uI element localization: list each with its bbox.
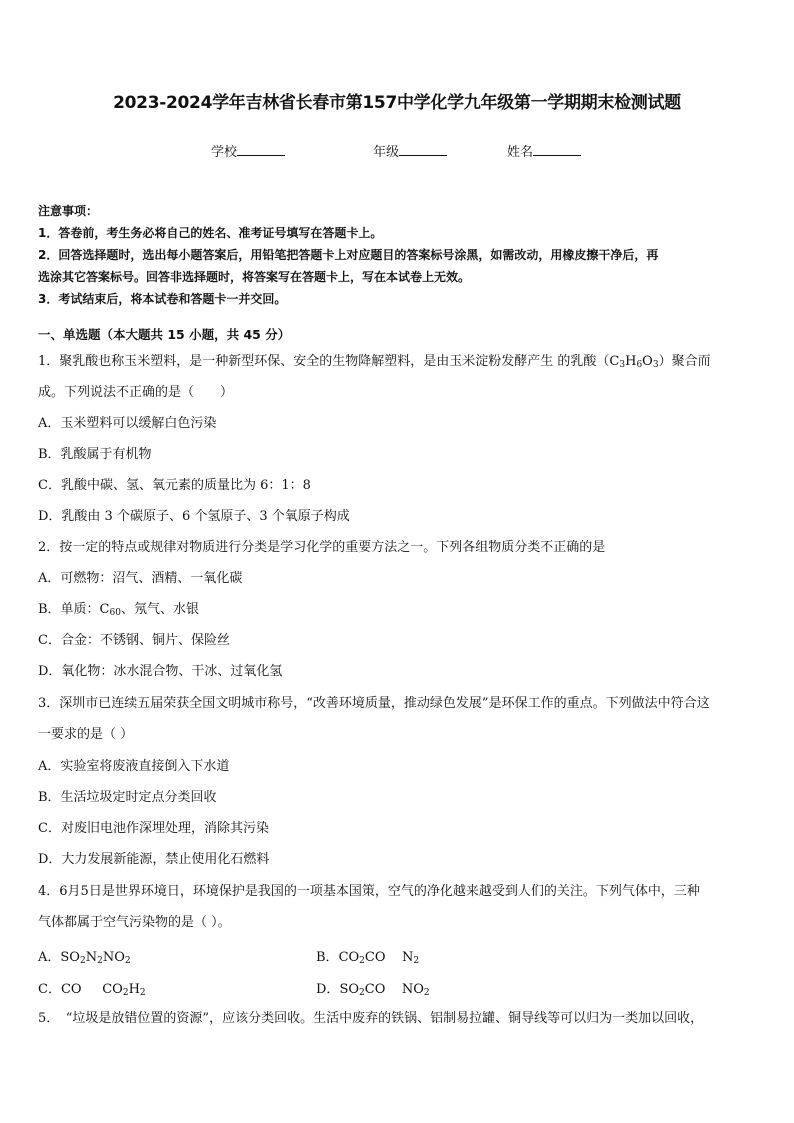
name-blank[interactable] xyxy=(533,143,581,156)
q1-option-a: A．玉米塑料可以缓解白色污染 xyxy=(38,416,217,431)
q1-option-d: D．乳酸由 3 个碳原子、6 个氢原子、3 个氧原子构成 xyxy=(38,509,350,524)
school-blank[interactable] xyxy=(237,143,285,156)
q1-option-b: B．乳酸属于有机物 xyxy=(38,447,152,462)
name-field[interactable] xyxy=(507,141,581,160)
section-heading: 一、单选题（本大题共 15 小题，共 45 分） xyxy=(38,327,291,342)
notice-item: 2．回答选择题时，选出每小题答案后，用铅笔把答题卡上对应题目的答案标号涂黑，如需改动，用橡皮擦干净后，再 xyxy=(38,248,659,262)
q4-option-b: B．$CO_2CO$ $N_2$ xyxy=(316,950,420,966)
q3-option-d: D．大力发展新能源，禁止使用化石燃料 xyxy=(38,852,270,867)
notice-block xyxy=(38,200,760,310)
grade-field[interactable] xyxy=(373,141,447,160)
q3-option-a: A．实验室将废液直接倒入下水道 xyxy=(38,759,230,774)
q2-option-c: C．合金：不锈钢、铜片、保险丝 xyxy=(38,633,230,648)
notice-item: 3．考试结束后，将本试卷和答题卡一并交回。 xyxy=(38,292,287,306)
q4-option-d: D．$SO_2CO$ $NO_2$ xyxy=(316,982,430,998)
notice-item: 1．答卷前，考生务必将自己的姓名、准考证号填写在答题卡上。 xyxy=(38,226,383,240)
notice-item: 选涂其它答案标号。回答非选择题时，将答案写在答题卡上，写在本试卷上无效。 xyxy=(38,270,471,284)
q4-option-a: A．$SO_2N_2NO_2$ xyxy=(38,950,131,966)
q3-option-c: C．对废旧电池作深埋处理，消除其污染 xyxy=(38,821,269,836)
q2-option-a: A．可燃物：沼气、酒精、一氧化碳 xyxy=(38,571,243,586)
q1-stem-line1: 1．聚乳酸也称玉米塑料，是一种新型环保、安全的生物降解塑料，是由玉米淀粉发酵产生 的乳酸$(C_3H_6O_3)$聚合而 xyxy=(38,354,711,370)
exam-title: 2023-2024学年吉林省长春市第157中学化学九年级第一学期期末检测试题 xyxy=(113,93,681,113)
q2-stem: 2．按一定的特点或规律对物质进行分类是学习化学的重要方法之一。下列各组物质分类不正确的是 xyxy=(38,540,606,555)
grade-label: 年级 xyxy=(373,145,400,160)
school-label: 学校 xyxy=(211,145,238,160)
notice-heading: 注意事项： xyxy=(38,204,99,218)
q2-option-b: B．单质：$C_{60}$、氖气、水银 xyxy=(38,602,199,618)
q4-stem-line2: 气体都属于空气污染物的是（ ）。 xyxy=(38,915,231,930)
q4-option-c: C．CO $CO_2H_2$ xyxy=(38,982,146,998)
q3-stem-line2: 一要求的是（ ） xyxy=(38,727,134,742)
q1-option-c: C．乳酸中碳、氢、氧元素的质量比为 6：1：8 xyxy=(38,478,311,493)
q3-stem-line1: 3．深圳市已连续五届荣获全国文明城市称号，“改善环境质量，推动绿色发展”是环保工作的重点。下列做法中符合这 xyxy=(38,696,710,711)
q2-option-d: D．氧化物：冰水混合物、干冰、过氧化氢 xyxy=(38,664,283,679)
q1-stem-line2: 成。下列说法不正确的是（ ） xyxy=(38,385,234,400)
name-label: 姓名 xyxy=(507,145,534,160)
q5-stem: 5． “垃圾是放错位置的资源”，应该分类回收。生活中废弃的铁锅、铝制易拉罐、铜导线等可以归为一类加以回收， xyxy=(38,1011,704,1026)
school-field[interactable] xyxy=(211,141,285,160)
q3-option-b: B．生活垃圾定时定点分类回收 xyxy=(38,790,217,805)
grade-blank[interactable] xyxy=(399,143,447,156)
q4-stem-line1: 4．6月5日是世界环境日，环境保护是我国的一项基本国策，空气的净化越来越受到人们的关注。下列气体中，三种 xyxy=(38,884,700,899)
